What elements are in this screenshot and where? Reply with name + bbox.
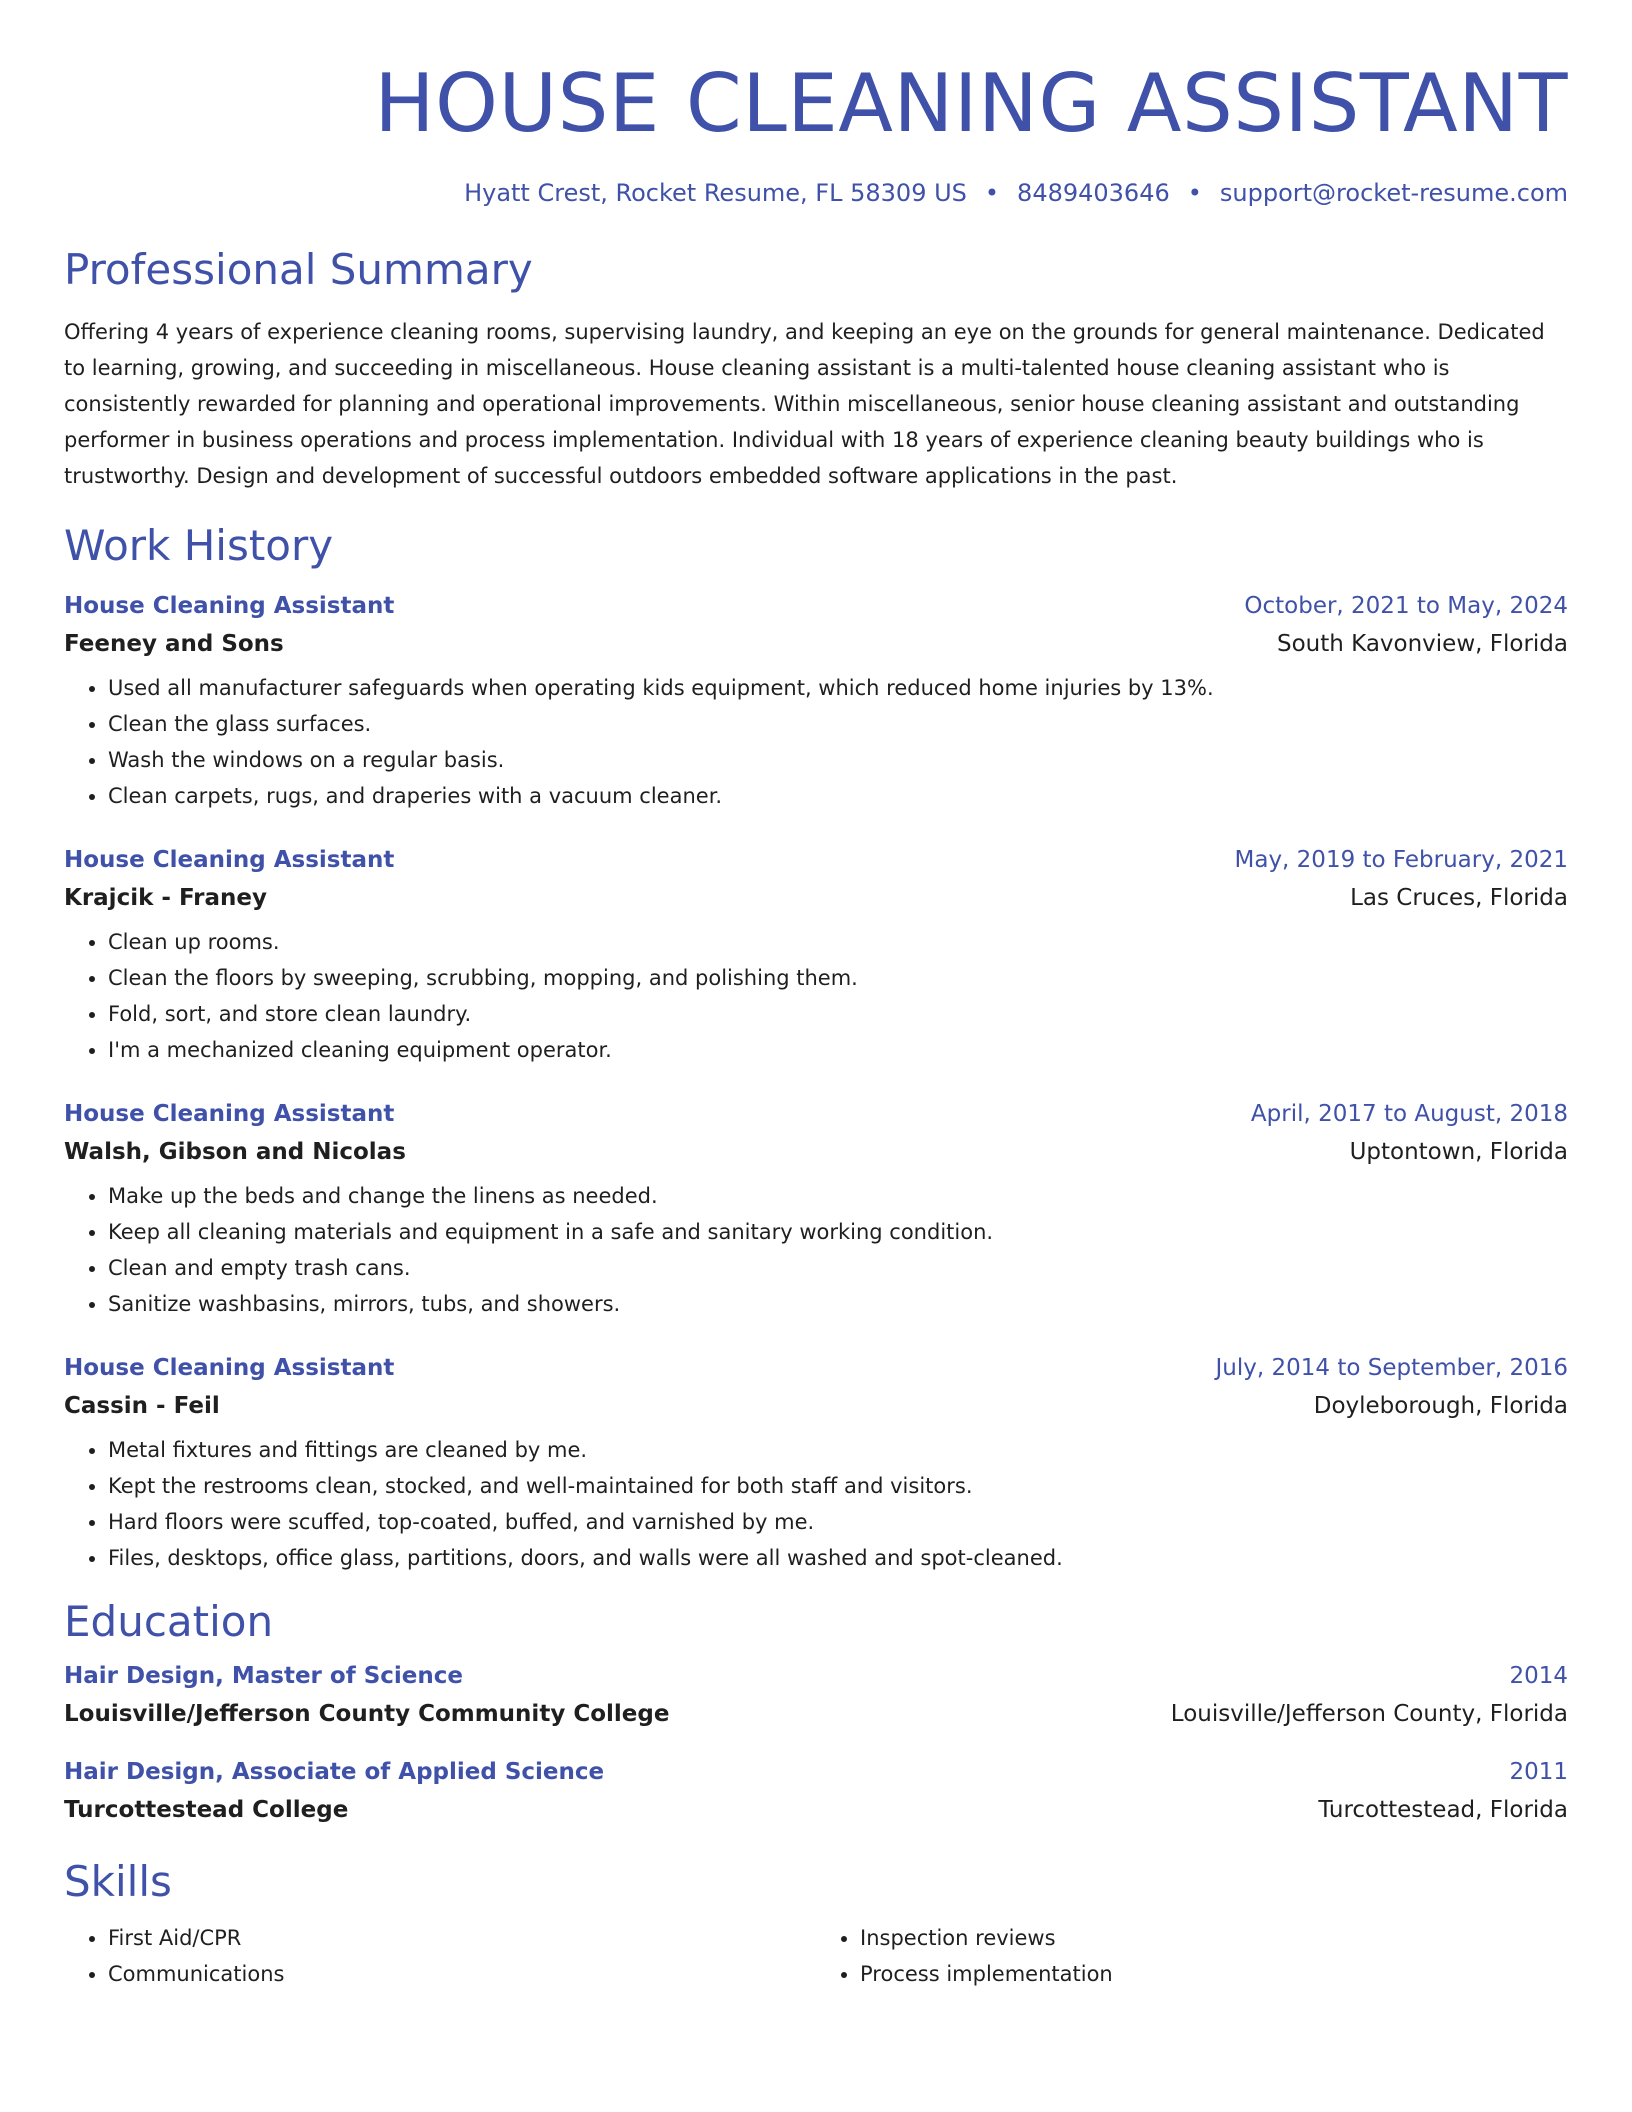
list-item: • Used all manufacturer safeguards when operating kids equipment, which reduced home injuries by 13%. <box>108 670 1568 706</box>
skill-item: • First Aid/CPR <box>108 1920 816 1956</box>
candidate-name: HOUSE CLEANING ASSISTANT <box>374 57 1568 150</box>
contact-separator: • <box>984 179 1000 207</box>
contact-address: Hyatt Crest, Rocket Resume, FL 58309 US <box>464 179 967 207</box>
job-dates: July, 2014 to September, 2016 <box>1215 1355 1568 1381</box>
skills-column-right <box>816 1920 1568 1992</box>
education-school: Louisville/Jefferson County Community College <box>64 1701 670 1727</box>
list-item: • Clean the glass surfaces. <box>108 706 1568 742</box>
list-item: • Make up the beds and change the linens as needed. <box>108 1178 1568 1214</box>
education-degree: Hair Design, Master of Science <box>64 1663 463 1689</box>
job-bullets <box>64 670 1568 814</box>
job-company: Walsh, Gibson and Nicolas <box>64 1139 406 1165</box>
contact-line <box>64 178 1568 208</box>
job-location: Las Cruces, Florida <box>1350 885 1568 911</box>
education-location: Louisville/Jefferson County, Florida <box>1170 1701 1568 1727</box>
job-role: House Cleaning Assistant <box>64 847 395 873</box>
list-item: • Clean the floors by sweeping, scrubbing, mopping, and polishing them. <box>108 960 1568 996</box>
skill-item: • Inspection reviews <box>860 1920 1568 1956</box>
education-entry <box>64 1660 1568 1730</box>
list-item: • Kept the restrooms clean, stocked, and well-maintained for both staff and visitors. <box>108 1468 1568 1504</box>
skill-item: • Communications <box>108 1956 816 1992</box>
education-year: 2014 <box>1509 1663 1568 1689</box>
job-bullets <box>64 924 1568 1068</box>
section-title-skills: Skills <box>64 1857 172 1906</box>
job-dates: October, 2021 to May, 2024 <box>1244 593 1568 619</box>
skill-item: • Process implementation <box>860 1956 1568 1992</box>
job-entry <box>64 1098 1568 1322</box>
list-item: • Sanitize washbasins, mirrors, tubs, and showers. <box>108 1286 1568 1322</box>
education-location: Turcottestead, Florida <box>1318 1797 1568 1823</box>
summary-text: Offering 4 years of experience cleaning rooms, supervising laundry, and keeping an eye on the grounds for general maintenance. Dedicated to learning, growing, and succeeding in miscellaneous. House cleaning assistant is a multi-talented house cleaning assistant who is consistently rewarded for planning and operational improvements. Within miscellaneous, senior house cleaning assistant and outstanding performer in business operations and process implementation. Individual with 18 years of experience cleaning beauty buildings who is trustworthy. Design and development of successful outdoors embedded software applications in the past. <box>64 320 1545 488</box>
job-company: Cassin - Feil <box>64 1393 220 1419</box>
job-location: South Kavonview, Florida <box>1276 631 1568 657</box>
education-degree: Hair Design, Associate of Applied Science <box>64 1759 605 1785</box>
list-item: • Clean carpets, rugs, and draperies with a vacuum cleaner. <box>108 778 1568 814</box>
contact-email[interactable]: support@rocket-resume.com <box>1219 179 1568 207</box>
section-title-summary: Professional Summary <box>64 245 533 294</box>
list-item: • Metal fixtures and fittings are cleaned by me. <box>108 1432 1568 1468</box>
education-entry <box>64 1756 1568 1826</box>
list-item: • Fold, sort, and store clean laundry. <box>108 996 1568 1032</box>
job-dates: April, 2017 to August, 2018 <box>1250 1101 1568 1127</box>
job-location: Doyleborough, Florida <box>1313 1393 1568 1419</box>
job-bullets <box>64 1432 1568 1576</box>
list-item: • Clean and empty trash cans. <box>108 1250 1568 1286</box>
education-school: Turcottestead College <box>64 1797 349 1823</box>
section-title-work-history: Work History <box>64 521 334 570</box>
contact-phone: 8489403646 <box>1017 179 1170 207</box>
list-item: • Hard floors were scuffed, top-coated, buffed, and varnished by me. <box>108 1504 1568 1540</box>
skills-column-left <box>64 1920 816 1992</box>
job-entry <box>64 844 1568 1068</box>
list-item: • Keep all cleaning materials and equipment in a safe and sanitary working condition. <box>108 1214 1568 1250</box>
job-dates: May, 2019 to February, 2021 <box>1234 847 1568 873</box>
list-item: • I'm a mechanized cleaning equipment operator. <box>108 1032 1568 1068</box>
list-item: • Wash the windows on a regular basis. <box>108 742 1568 778</box>
job-role: House Cleaning Assistant <box>64 1101 395 1127</box>
job-entry <box>64 1352 1568 1576</box>
job-company: Krajcik - Franey <box>64 885 268 911</box>
list-item: • Files, desktops, office glass, partitions, doors, and walls were all washed and spot-cleaned. <box>108 1540 1568 1576</box>
job-role: House Cleaning Assistant <box>64 593 395 619</box>
education-year: 2011 <box>1509 1759 1568 1785</box>
section-title-education: Education <box>64 1597 274 1646</box>
job-role: House Cleaning Assistant <box>64 1355 395 1381</box>
contact-separator: • <box>1187 179 1202 207</box>
job-entry <box>64 590 1568 814</box>
job-company: Feeney and Sons <box>64 631 284 657</box>
list-item: • Clean up rooms. <box>108 924 1568 960</box>
job-location: Uptontown, Florida <box>1349 1139 1568 1165</box>
skills-list <box>64 1920 1568 1992</box>
job-bullets <box>64 1178 1568 1322</box>
